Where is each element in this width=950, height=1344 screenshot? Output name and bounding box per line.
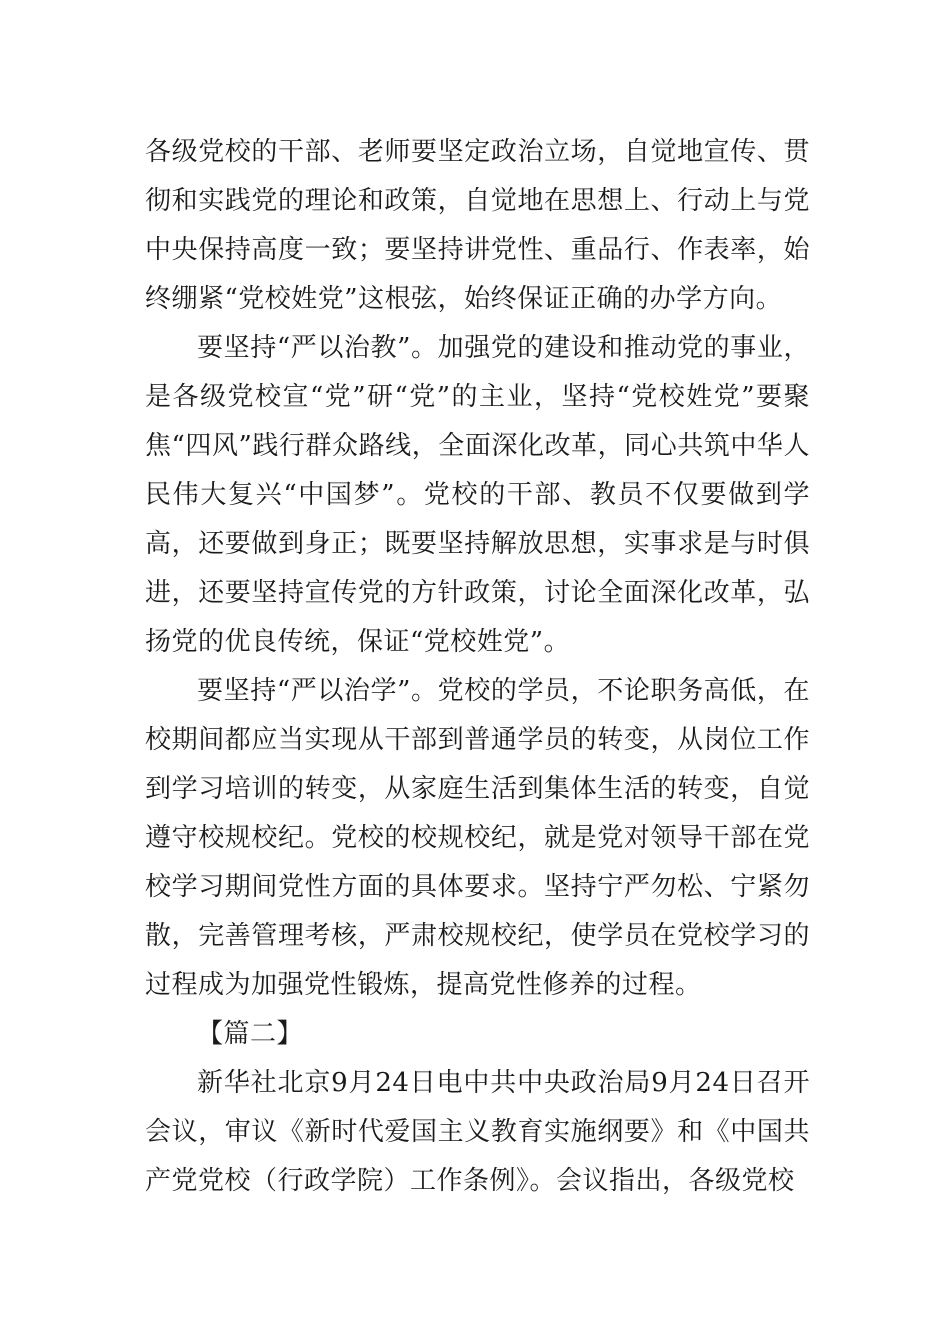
paragraph-1: 各级党校的干部、老师要坚定政治立场，自觉地宣传、贯彻和实践党的理论和政策，自觉地在思想上、行动上与党中央保持高度一致；要坚持讲党性、重品行、作表率，始终绷紧“党校姓党”这根弦，始终保证正确的办学方向。: [145, 137, 810, 314]
section-heading: 【篇二】: [197, 1019, 304, 1049]
document-body: [145, 128, 810, 1206]
paragraph-4: 新华社北京9月24日电中共中央政治局9月24日召开会议，审议《新时代爱国主义教育实施纲要》和《中国共产党党校（行政学院）工作条例》。会议指出，各级党校: [145, 1068, 810, 1196]
paragraph-2: 要坚持“严以治教”。加强党的建设和推动党的事业，是各级党校宣“党”研“党”的主业，坚持“党校姓党”要聚焦“四风”践行群众路线，全面深化改革，同心共筑中华人民伟大复兴“中国梦”。党校的干部、教员不仅要做到学高，还要做到身正；既要坚持解放思想，实事求是与时俱进，还要坚持宣传党的方针政策，讨论全面深化改革，弘扬党的优良传统，保证“党校姓党”。: [145, 333, 810, 657]
paragraph-3: 要坚持“严以治学”。党校的学员，不论职务高低，在校期间都应当实现从干部到普通学员的转变，从岗位工作到学习培训的转变，从家庭生活到集体生活的转变，自觉遵守校规校纪。党校的校规校纪，就是党对领导干部在党校学习期间党性方面的具体要求。坚持宁严勿松、宁紧勿散，完善管理考核，严肃校规校纪，使学员在党校学习的过程成为加强党性锻炼，提高党性修养的过程。: [145, 676, 810, 1000]
